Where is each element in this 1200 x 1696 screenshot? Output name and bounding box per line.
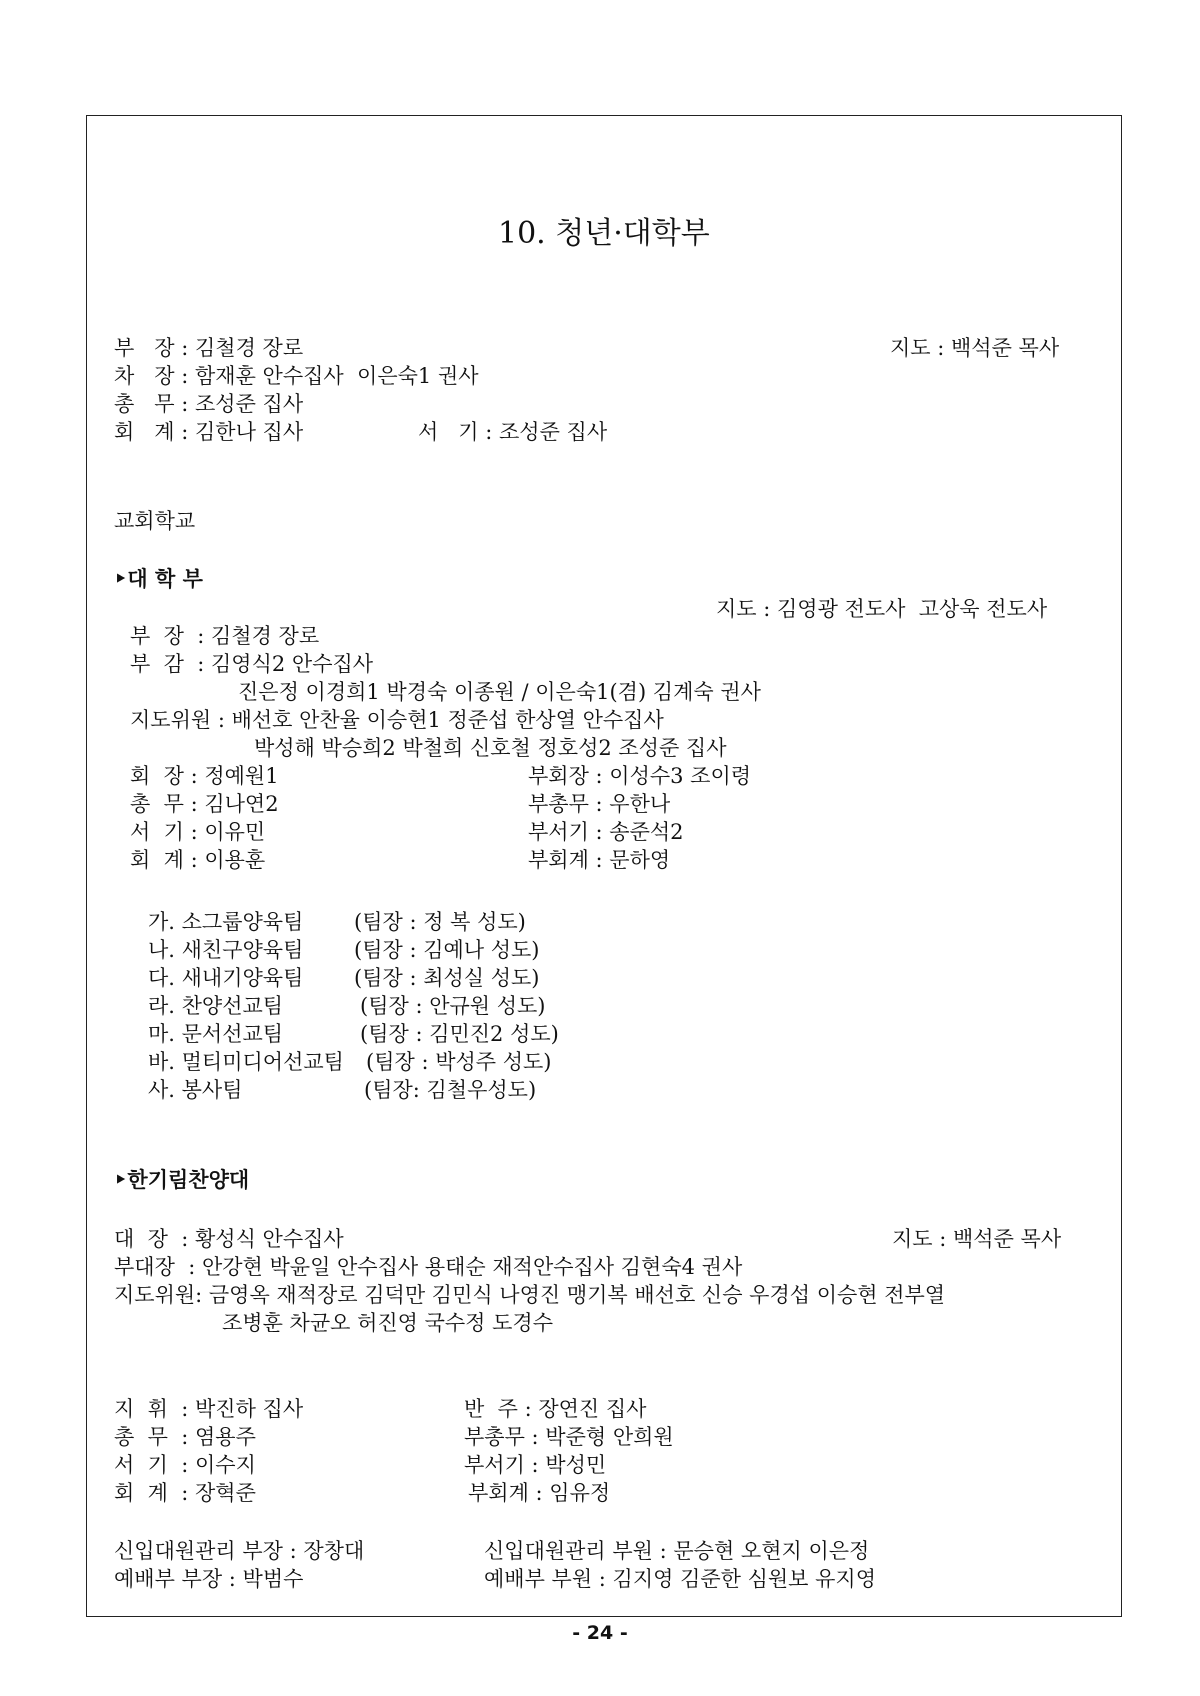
univ-vice-accounting: 부회계 : 문하영 xyxy=(528,848,671,872)
choir-general: 총 무 : 염용주 xyxy=(114,1425,256,1449)
officer-advisor: 지도 : 백석준 목사 xyxy=(890,336,1060,360)
team-leader: (팀장 : 김민진2 성도) xyxy=(360,1022,559,1046)
choir-secretary: 서 기 : 이수지 xyxy=(114,1453,256,1477)
choir-accompanist: 반 주 : 장연진 집사 xyxy=(464,1397,647,1421)
univ-supervisor: 부 감 : 김영식2 안수집사 xyxy=(130,652,374,676)
page-title: 10. 청년·대학부 xyxy=(498,216,710,251)
officer-accounting: 회 계 : 김한나 집사 xyxy=(114,420,304,444)
choir-conductor: 지 휘 : 박진하 집사 xyxy=(114,1397,304,1421)
choir-vice-secretary: 부서기 : 박성민 xyxy=(464,1453,607,1477)
univ-supervisor-others: 진은정 이경희1 박경숙 이종원 / 이은숙1(겸) 김계숙 권사 xyxy=(238,680,761,704)
univ-head: 부 장 : 김철경 장로 xyxy=(130,624,320,648)
choir-vice-general: 부총무 : 박준형 안희원 xyxy=(464,1425,674,1449)
officer-vice: 차 장 : 함재훈 안수집사 이은숙1 권사 xyxy=(114,364,479,388)
choir-committee-others: 조병훈 차균오 허진영 국수정 도경수 xyxy=(222,1311,553,1335)
officer-general: 총 무 : 조성준 집사 xyxy=(114,392,304,416)
team-name: 다. 새내기양육팀 xyxy=(148,966,304,990)
univ-secretary: 서 기 : 이유민 xyxy=(130,820,266,844)
univ-vice-general: 부총무 : 우한나 xyxy=(528,792,671,816)
choir-worship-members: 예배부 부원 : 김지영 김준한 심원보 유지영 xyxy=(484,1567,876,1591)
team-name: 나. 새친구양육팀 xyxy=(148,938,304,962)
team-leader: (팀장 : 김예나 성도) xyxy=(354,938,540,962)
team-name: 바. 멀티미디어선교팀 xyxy=(148,1050,344,1074)
univ-committee: 지도위원 : 배선호 안찬율 이승현1 정준섭 한상열 안수집사 xyxy=(130,708,664,732)
team-name: 사. 봉사팀 xyxy=(148,1078,243,1102)
team-leader: (팀장 : 안규원 성도) xyxy=(360,994,546,1018)
choir-worship-head: 예배부 부장 : 박범수 xyxy=(114,1567,304,1591)
team-name: 마. 문서선교팀 xyxy=(148,1022,284,1046)
univ-advisor: 지도 : 김영광 전도사 고상욱 전도사 xyxy=(716,597,1048,621)
univ-president: 회 장 : 정예원1 xyxy=(130,764,279,788)
univ-vice-secretary: 부서기 : 송준석2 xyxy=(528,820,684,844)
choir-newmember-members: 신입대원관리 부원 : 문승현 오현지 이은정 xyxy=(484,1539,870,1563)
team-leader: (팀장 : 박성주 성도) xyxy=(366,1050,552,1074)
univ-committee-others: 박성해 박승희2 박철희 신호철 정호성2 조성준 집사 xyxy=(254,736,727,760)
choir-vice-accounting: 부회계 : 임유정 xyxy=(468,1481,611,1505)
page-number: - 24 - xyxy=(572,1622,628,1644)
choir-head: 대 장 : 황성식 안수집사 xyxy=(114,1227,344,1251)
choir-accounting: 회 계 : 장혁준 xyxy=(114,1481,256,1505)
team-name: 라. 찬양선교팀 xyxy=(148,994,284,1018)
choir-heading: ‣한기림찬양대 xyxy=(114,1168,250,1192)
team-leader: (팀장 : 정 복 성도) xyxy=(354,910,526,934)
choir-vice-heads: 부대장 : 안강현 박윤일 안수집사 용태순 재적안수집사 김현숙4 권사 xyxy=(114,1255,743,1279)
univ-heading: ‣대 학 부 xyxy=(114,567,203,591)
univ-accounting: 회 계 : 이용훈 xyxy=(130,848,266,872)
team-leader: (팀장 : 최성실 성도) xyxy=(354,966,540,990)
choir-newmember-head: 신입대원관리 부장 : 장창대 xyxy=(114,1539,365,1563)
team-name: 가. 소그룹양육팀 xyxy=(148,910,304,934)
choir-advisor: 지도 : 백석준 목사 xyxy=(892,1227,1062,1251)
officer-head: 부 장 : 김철경 장로 xyxy=(114,336,304,360)
team-leader: (팀장: 김철우성도) xyxy=(364,1078,537,1102)
univ-vice-president: 부회장 : 이성수3 조이령 xyxy=(528,764,752,788)
univ-general: 총 무 : 김나연2 xyxy=(130,792,279,816)
officer-secretary: 서 기 : 조성준 집사 xyxy=(418,420,608,444)
choir-committee: 지도위원: 금영옥 재적장로 김덕만 김민식 나영진 맹기복 배선호 신승 우경섭 이승현 전부열 xyxy=(114,1283,946,1307)
school-label: 교회학교 xyxy=(114,509,196,533)
